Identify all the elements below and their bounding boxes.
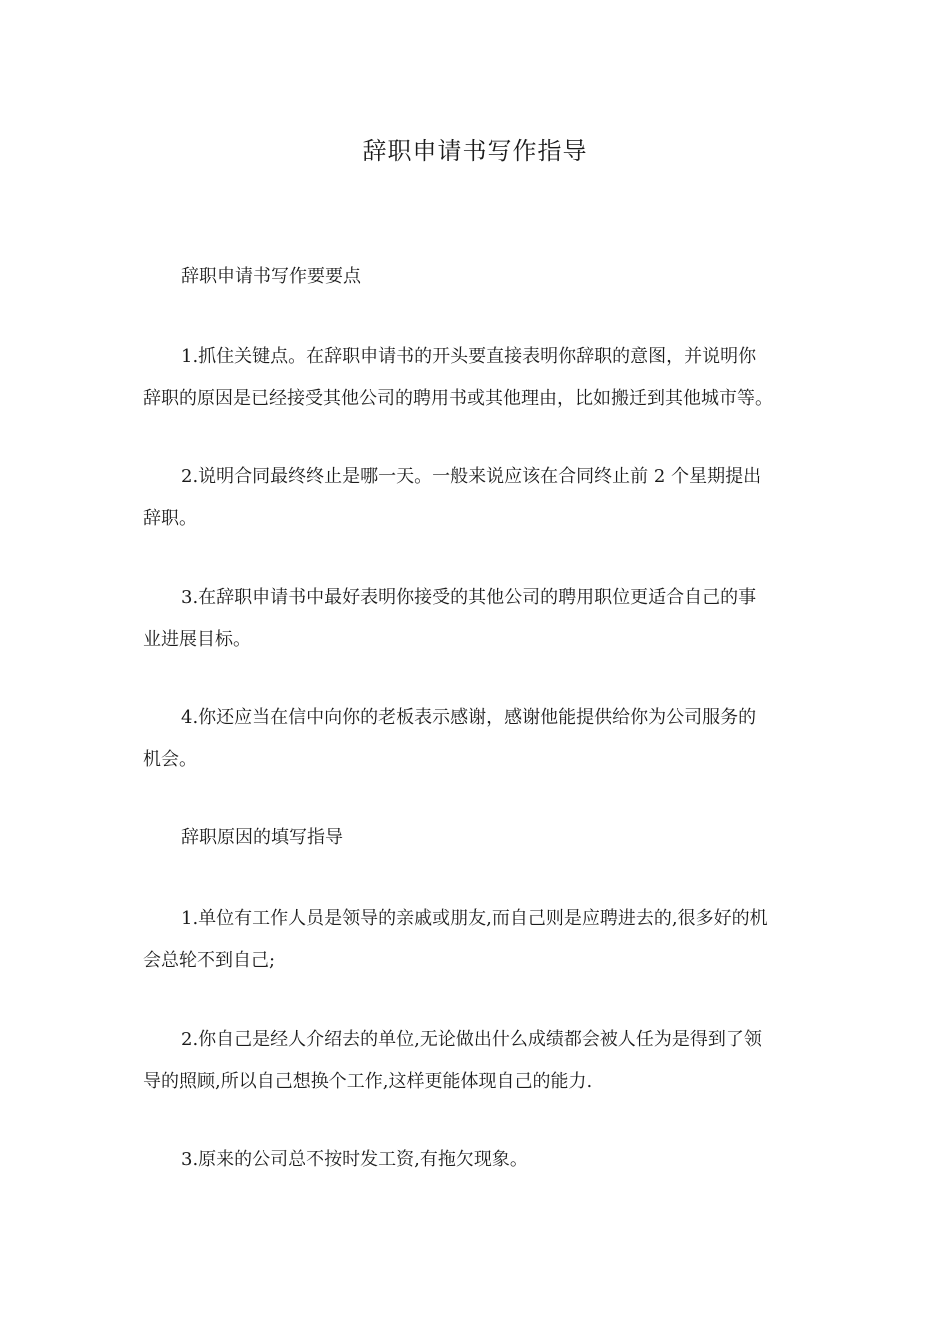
section-heading-resignation-reasons — [143, 817, 823, 859]
list-item — [143, 1019, 823, 1103]
document-title: 辞职申请书写作指导 — [362, 137, 588, 165]
section-heading-text: 辞职原因的填写指导 — [181, 827, 343, 848]
list-item — [143, 697, 823, 781]
list-item-line: 辞职的原因是已经接受其他公司的聘用书或其他理由，比如搬迁到其他城市等。 — [143, 388, 773, 409]
list-item-line: 2.你自己是经人介绍去的单位,无论做出什么成绩都会被人任为是得到了领 — [181, 1029, 762, 1050]
list-item-line: 4.你还应当在信中向你的老板表示感谢，感谢他能提供给你为公司服务的 — [181, 707, 757, 728]
list-item-line: 3.在辞职申请书中最好表明你接受的其他公司的聘用职位更适合自己的事 — [181, 587, 757, 608]
list-item-line: 导的照顾,所以自己想换个工作,这样更能体现自己的能力. — [143, 1071, 593, 1092]
list-item — [143, 577, 823, 661]
list-item-line: 3.原来的公司总不按时发工资,有拖欠现象。 — [181, 1149, 528, 1170]
list-item-line: 辞职。 — [143, 508, 197, 529]
list-item — [143, 898, 823, 982]
list-item — [143, 336, 823, 420]
list-item-line: 1.抓住关键点。在辞职申请书的开头要直接表明你辞职的意图，并说明你 — [181, 346, 757, 367]
section-heading-key-points — [143, 256, 823, 298]
list-item-line: 机会。 — [143, 749, 197, 770]
section-heading-text: 辞职申请书写作要要点 — [181, 266, 361, 287]
list-item-line: 业进展目标。 — [143, 629, 251, 650]
list-item — [143, 456, 823, 540]
list-item-line: 会总轮不到自己; — [143, 950, 276, 971]
list-item-line: 2.说明合同最终终止是哪一天。一般来说应该在合同终止前 2 个星期提出 — [181, 466, 762, 487]
list-item-line: 1.单位有工作人员是领导的亲戚或朋友,而自己则是应聘进去的,很多好的机 — [181, 908, 768, 929]
list-item — [143, 1139, 823, 1181]
